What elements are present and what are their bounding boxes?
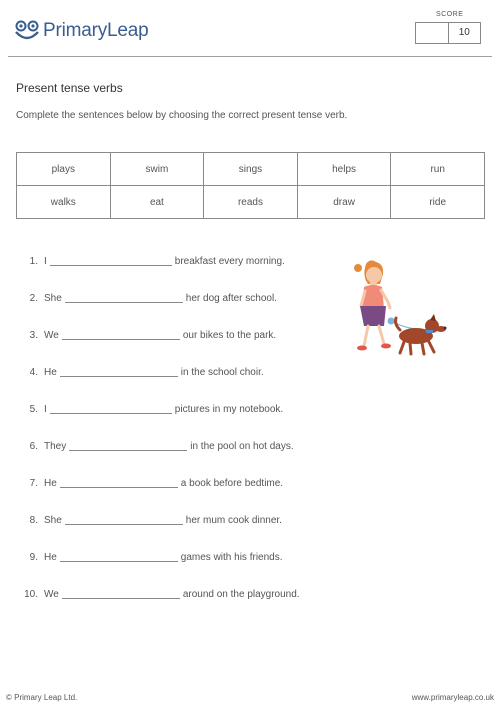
sentence-end: her dog after school.	[185, 293, 277, 304]
sentence-number: 9.	[29, 552, 38, 563]
answer-blank[interactable]	[62, 588, 180, 599]
footer-website-link[interactable]: www.primaryleap.co.uk	[411, 693, 494, 702]
sentence-number: 1.	[29, 256, 38, 267]
worksheet-instructions: Complete the sentences below by choosing the correct present tense verb.	[16, 110, 348, 121]
sentence-end: around on the playground.	[182, 589, 300, 600]
score-entry-field[interactable]	[416, 23, 448, 43]
sentence-item	[16, 292, 300, 329]
sentence-start: I	[44, 404, 47, 415]
frog-logo-icon	[14, 20, 40, 42]
sentence-item	[16, 403, 300, 440]
sentence-number: 3.	[29, 330, 38, 341]
page-header	[0, 0, 500, 56]
sentence-item	[16, 366, 300, 403]
sentence-end: breakfast every morning.	[174, 256, 285, 267]
sentence-start: We	[44, 330, 59, 341]
sentence-number: 8.	[29, 515, 38, 526]
sentence-item	[16, 477, 300, 514]
word-bank-row	[17, 153, 485, 186]
answer-blank[interactable]	[65, 292, 183, 303]
word-bank-cell: draw	[297, 186, 391, 219]
sentence-number: 7.	[29, 478, 38, 489]
word-bank-cell: reads	[204, 186, 298, 219]
sentence-start: He	[44, 367, 57, 378]
sentence-item	[16, 329, 300, 366]
sentence-number: 6.	[29, 441, 38, 452]
sentence-start: She	[44, 515, 62, 526]
sentence-start: We	[44, 589, 59, 600]
word-bank-cell: eat	[110, 186, 204, 219]
answer-blank[interactable]	[62, 329, 180, 340]
sentence-end: in the school choir.	[180, 367, 264, 378]
brand-name: PrimaryLeap	[43, 20, 149, 41]
sentence-end: her mum cook dinner.	[185, 515, 282, 526]
sentence-start: I	[44, 256, 47, 267]
answer-blank[interactable]	[60, 366, 178, 377]
sentence-end: our bikes to the park.	[182, 330, 277, 341]
sentence-number: 5.	[29, 404, 38, 415]
sentence-item	[16, 514, 300, 551]
sentence-end: pictures in my notebook.	[174, 404, 284, 415]
sentence-number: 4.	[29, 367, 38, 378]
sentence-start: He	[44, 478, 57, 489]
sentence-start: She	[44, 293, 62, 304]
sentence-number: 10.	[24, 589, 38, 600]
answer-blank[interactable]	[50, 255, 172, 266]
score-box	[415, 22, 481, 44]
sentence-item	[16, 551, 300, 588]
score-total: 10	[448, 23, 481, 43]
sentence-end: a book before bedtime.	[180, 478, 284, 489]
brand-logo	[14, 20, 149, 42]
answer-blank[interactable]	[60, 477, 178, 488]
sentence-item	[16, 255, 300, 292]
word-bank-cell: sings	[204, 153, 298, 186]
sentence-list	[16, 255, 300, 625]
answer-blank[interactable]	[50, 403, 172, 414]
worksheet-title: Present tense verbs	[16, 81, 123, 95]
footer-copyright: © Primary Leap Ltd.	[6, 693, 78, 702]
sentence-start: They	[44, 441, 67, 452]
sentence-end: games with his friends.	[180, 552, 283, 563]
answer-blank[interactable]	[65, 514, 183, 525]
sentence-item	[16, 440, 300, 477]
word-bank-cell: walks	[17, 186, 111, 219]
word-bank-cell: helps	[297, 153, 391, 186]
word-bank-cell: plays	[17, 153, 111, 186]
sentence-item	[16, 588, 300, 625]
word-bank-cell: ride	[391, 186, 485, 219]
sentence-number: 2.	[29, 293, 38, 304]
sentence-start: He	[44, 552, 57, 563]
word-bank-cell: swim	[110, 153, 204, 186]
header-divider	[8, 56, 492, 57]
girl-walking-dog-icon	[348, 258, 452, 356]
answer-blank[interactable]	[69, 440, 187, 451]
sentence-end: in the pool on hot days.	[190, 441, 294, 452]
word-bank-table	[16, 152, 485, 219]
answer-blank[interactable]	[60, 551, 178, 562]
score-label: SCORE	[436, 11, 464, 18]
word-bank-cell: run	[391, 153, 485, 186]
word-bank-row	[17, 186, 485, 219]
